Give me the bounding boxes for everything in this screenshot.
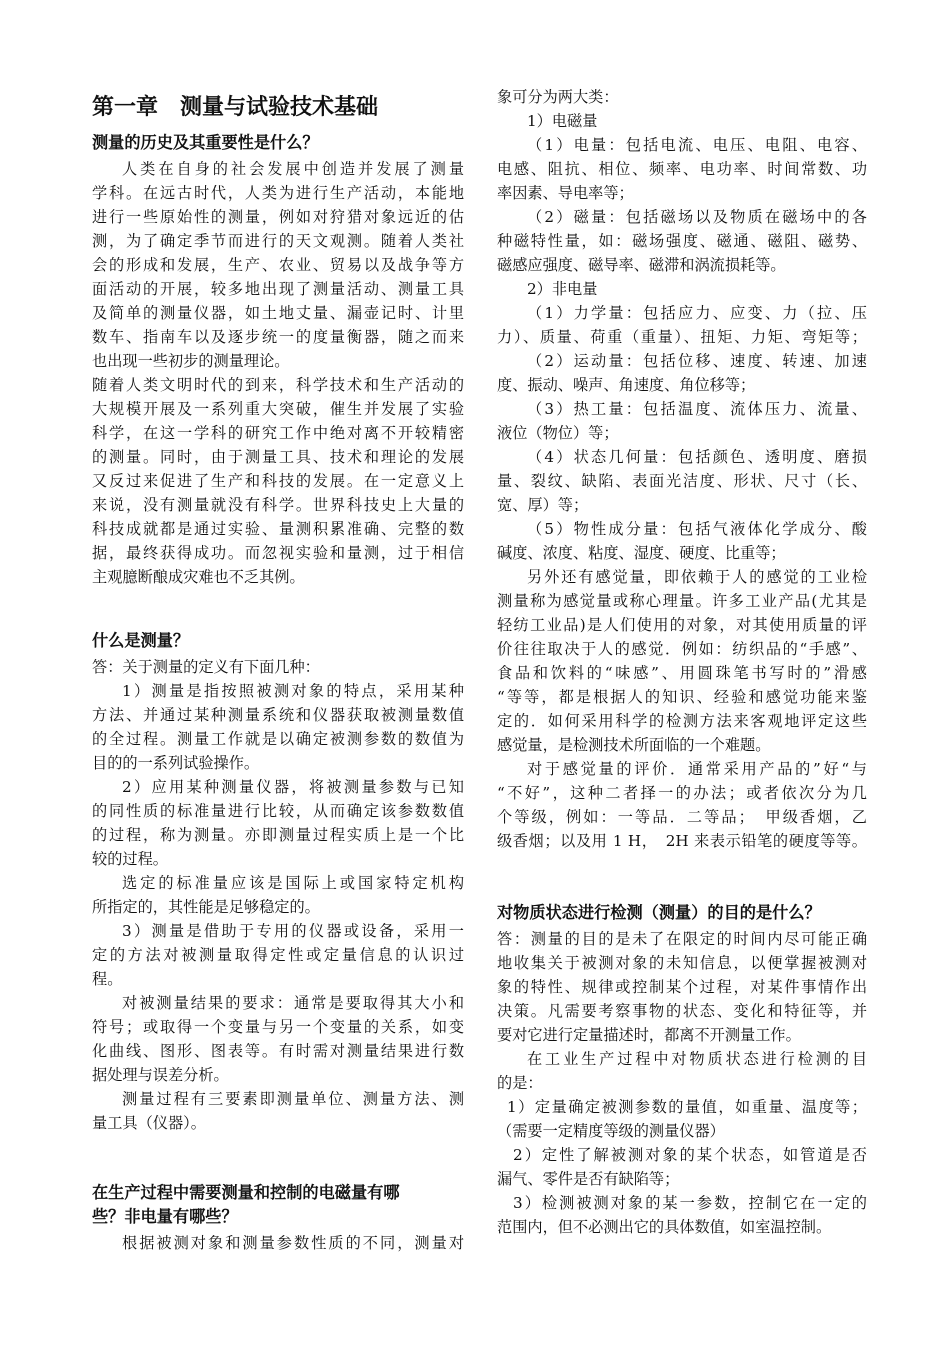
text-line: 宽、厚）等； [497,496,589,514]
section-heading: 在生产过程中需要测量和控制的电磁量有哪 [92,1183,400,1202]
text-line: 随着人类文明时代的到来，科学技术和生产活动的 [92,376,464,394]
text-line: 会的形成和发展，生产、农业、贸易以及战争等方 [92,256,464,274]
text-line: （4）状态几何量：包括颜色、透明度、磨损 [527,448,867,466]
text-line: （需要一定精度等级的测量仪器） [497,1122,725,1140]
text-line: 及简单的测量仪器，如土地丈量、漏壶记时、计里 [92,304,464,322]
text-line: 象的特性、规律或控制某个过程，对某件事情作出 [497,978,867,996]
section-heading: 什么是测量？ [92,631,190,650]
text-line: “不好”，这种二者择一的办法；或者依次分为几 [497,784,867,802]
text-line: 化曲线、图形、图表等。有时需对测量结果进行数 [92,1042,464,1060]
text-line: 对于感觉量的评价．通常采用产品的”好“与 [527,760,867,778]
text-line: 较的过程。 [92,850,168,868]
text-line: 答：关于测量的定义有下面几种： [92,658,320,676]
text-line: 碱度、浓度、粘度、湿度、硬度、比重等； [497,544,786,562]
text-line: 电感、阻抗、相位、频率、电功率、时间常数、功 [497,160,867,178]
text-line: 在工业生产过程中对物质状态进行检测的目 [527,1050,867,1068]
text-line: 测量过程有三要素即测量单位、测量方法、测 [122,1090,464,1108]
chapter-title: 第一章 测量与试验技术基础 [92,95,379,120]
text-line: 漏气、零件是否有缺陷等； [497,1170,680,1188]
text-line: 磁感应强度、磁导率、磁滞和涡流损耗等。 [497,256,786,274]
section-heading: 些？非电量有哪些？ [92,1207,238,1226]
text-line: 面活动的开展，较多地出现了测量活动、测量工具 [92,280,464,298]
text-line: 根据被测对象和测量参数性质的不同，测量对 [122,1234,464,1252]
text-line: 的全过程。测量工作就是以确定被测参数的数值为 [92,730,464,748]
text-line: 的测量。同时，由于测量工具、技术和理论的发展 [92,448,464,466]
text-line: 数车、指南车以及逐步统一的度量衡器，随之而来 [92,328,464,346]
text-line: 个等级，例如：一等品．二等品； 甲级香烟，乙 [497,808,867,826]
text-line: 要对它进行定量描述时，都离不开测量工作。 [497,1026,801,1044]
text-line: 进行一些原始性的测量，例如对狩猎对象远近的估 [92,208,464,226]
text-line: 定的．如何采用科学的检测方法来客观地评定这些 [497,712,867,730]
text-line: 1）定量确定被测参数的量值，如重量、温度等； [507,1098,867,1116]
text-line: 种磁特性量，如：磁场强度、磁通、磁阻、磁势、 [497,232,867,250]
text-line: 3）检测被测对象的某一参数，控制它在一定的 [513,1194,867,1212]
text-line: （2）运动量：包括位移、速度、转速、加速 [527,352,867,370]
text-line: （1）力学量：包括应力、应变、力（拉、压 [527,304,867,322]
text-line: 科学，在这一学科的研究工作中绝对离不开较精密 [92,424,464,442]
text-line: 级香烟；以及用 1 H， 2H 来表示铅笔的硬度等等。 [497,832,867,850]
text-line: 1）测量是指按照被测对象的特点，采用某种 [122,682,464,700]
text-line: 力）、质量、荷重（重量）、扭矩、力矩、弯矩等； [497,328,867,346]
text-line: 液位（物位）等； [497,424,619,442]
text-line: 2）应用某种测量仪器，将被测量参数与已知 [122,778,464,796]
text-line: 的同性质的标准量进行比较，从而确定该参数数值 [92,802,464,820]
text-line: 人类在自身的社会发展中创造并发展了测量 [122,160,464,178]
text-line: 所指定的，其性能是足够稳定的。 [92,898,320,916]
text-line: 感觉量，是检测技术所面临的一个难题。 [497,736,771,754]
text-line: 选定的标准量应该是国际上或国家特定机构 [122,874,464,892]
text-line: 答：测量的目的是未了在限定的时间内尽可能正确 [497,930,867,948]
text-line: 3）测量是借助于专用的仪器或设备，采用一 [122,922,464,940]
text-line: 定的方法对被测量取得定性或定量信息的认识过 [92,946,464,964]
text-line: 另外还有感觉量，即依赖于人的感觉的工业检 [527,568,867,586]
text-line: 食品和饮料的“味感”、用圆珠笔书写时的”滑感 [497,664,867,682]
text-line: （1）电量：包括电流、电压、电阻、电容、 [527,136,867,154]
text-line: 方法、并通过某种测量系统和仪器获取被测量数值 [92,706,464,724]
text-line: 大规模开展及一系列重大突破，催生并发展了实验 [92,400,464,418]
text-line: 地收集关于被测对象的未知信息，以便掌握被测对 [497,954,867,972]
section-heading: 对物质状态进行检测（测量）的目的是什么？ [497,903,821,922]
text-line: 目的的一系列试验操作。 [92,754,260,772]
text-line: 价往往取决于人的感觉．例如：纺织品的“手感”、 [497,640,867,658]
text-line: 符号；或取得一个变量与另一个变量的关系，如变 [92,1018,464,1036]
text-line: （5）物性成分量：包括气液体化学成分、酸 [527,520,867,538]
text-line: 量、裂纹、缺陷、表面光洁度、形状、尺寸（长、 [497,472,867,490]
text-line: （3）热工量：包括温度、流体压力、流量、 [527,400,867,418]
text-line: 率因素、导电率等； [497,184,634,202]
text-line: 程。 [92,970,123,988]
text-line: 测量称为感觉量或称心理量。许多工业产品(尤其是 [497,592,867,610]
text-line: “等等，都是根据人的知识、经验和感觉功能来鉴 [497,688,867,706]
text-line: 2）定性了解被测对象的某个状态，如管道是否 [513,1146,867,1164]
text-line: 象可分为两大类： [497,88,619,106]
text-line: 科技成就都是通过实验、量测积累准确、完整的数 [92,520,464,538]
text-line: 来说，没有测量就没有科学。世界科技史上大量的 [92,496,464,514]
section-heading: 测量的历史及其重要性是什么？ [92,133,319,152]
text-line: 又反过来促进了生产和科技的发展。在一定意义上 [92,472,464,490]
text-line: 范围内，但不必测出它的具体数值，如室温控制。 [497,1218,832,1236]
text-line: 轻纺工业品)是人们使用的对象，对其使用质量的评 [497,616,867,634]
text-line: 据，最终获得成功。而忽视实验和量测，过于相信 [92,544,464,562]
text-line: 1）电磁量 [527,112,598,130]
text-line: 据处理与误差分析。 [92,1066,229,1084]
text-line: （2）磁量：包括磁场以及物质在磁场中的各 [527,208,867,226]
text-line: 的过程，称为测量。亦即测量过程实质上是一个比 [92,826,464,844]
text-line: 学科。在远古时代，人类为进行生产活动，本能地 [92,184,464,202]
text-line: 的是： [497,1074,543,1092]
text-line: 2）非电量 [527,280,598,298]
text-line: 也出现一些初步的测量理论。 [92,352,290,370]
text-line: 度、振动、噪声、角速度、角位移等； [497,376,756,394]
text-line: 决策。凡需要考察事物的状态、变化和特征等，并 [497,1002,867,1020]
text-line: 对被测量结果的要求：通常是要取得其大小和 [122,994,464,1012]
text-line: 主观臆断酿成灾难也不乏其例。 [92,568,305,586]
text-line: 测，为了确定季节而进行的天文观测。随着人类社 [92,232,464,250]
text-line: 量工具（仪器）。 [92,1114,206,1132]
